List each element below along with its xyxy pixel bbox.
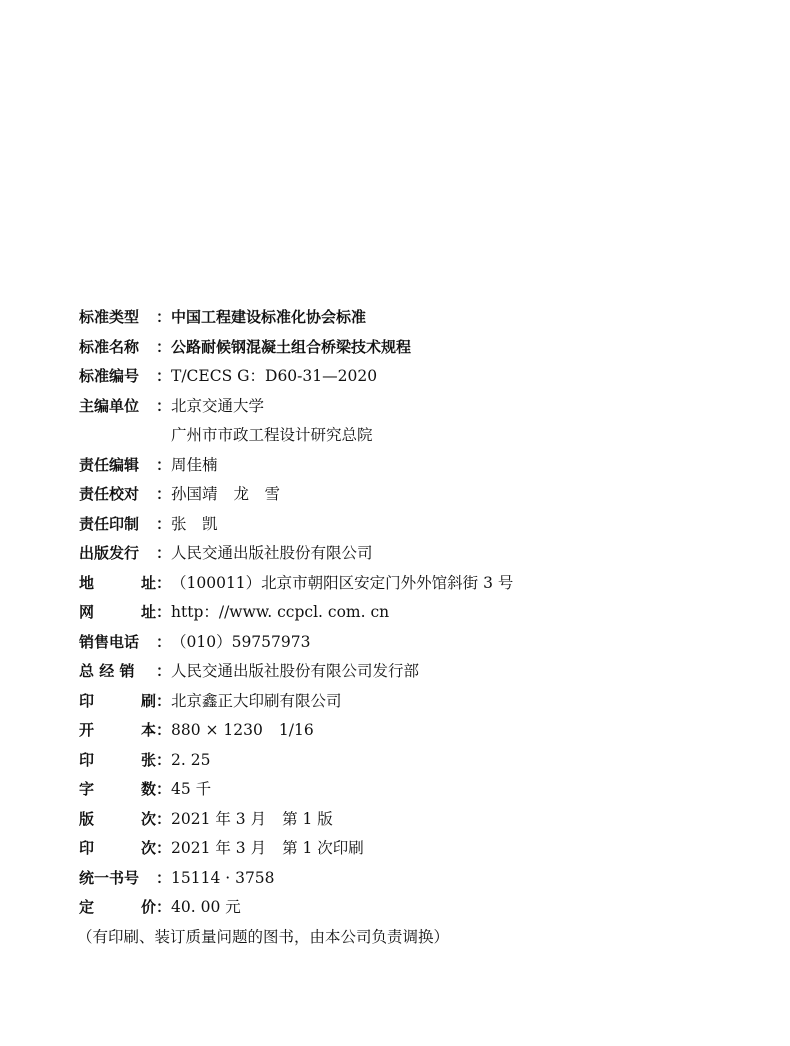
- isbn-label: 统一书号 ：: [79, 868, 171, 887]
- distributor-row: [79, 657, 769, 687]
- website-value: http：//www. ccpcl. com. cn: [171, 603, 390, 621]
- responsible-printing-value: 张 凯: [171, 514, 218, 533]
- website-row: [79, 598, 769, 628]
- responsible-editor-value: 周佳楠: [171, 455, 218, 474]
- isbn-value: 15114 · 3758: [171, 868, 275, 887]
- publisher-label: 出版发行 ：: [79, 544, 171, 562]
- responsible-proofreader-value-a: 孙国靖: [171, 485, 218, 503]
- word-count-row: [79, 775, 769, 805]
- impression-value-b: 第 1 次印刷: [282, 839, 364, 857]
- format-label: 开 本：: [79, 721, 171, 739]
- format-value-a: 880 × 1230: [171, 721, 263, 739]
- impression-row: [79, 834, 769, 864]
- editor-unit-label: 主编单位 ：: [79, 396, 171, 415]
- word-count-value: 45 千: [171, 780, 212, 798]
- responsible-printing-label: 责任印制 ：: [79, 514, 171, 533]
- format-value-b: 1/16: [278, 721, 314, 739]
- standard-type-value: 中国工程建设标准化协会标准: [171, 308, 367, 326]
- editor-unit-row-2: [79, 421, 769, 451]
- sheets-row: [79, 746, 769, 776]
- standard-type-row: [79, 303, 769, 333]
- sheets-label: 印 张：: [79, 750, 171, 769]
- printer-row: [79, 687, 769, 717]
- distributor-label: 总 经 销 ：: [79, 662, 171, 680]
- standard-name-row: [79, 333, 769, 363]
- word-count-label: 字 数：: [79, 780, 171, 798]
- website-label: 网 址：: [79, 603, 171, 621]
- responsible-proofreader-label: 责任校对 ：: [79, 485, 171, 503]
- price-row: [79, 893, 769, 923]
- printer-label: 印 刷：: [79, 691, 171, 710]
- edition-label: 版 次：: [79, 809, 171, 828]
- quality-footnote: （有印刷、装订质量问题的图书，由本公司负责调换）: [77, 927, 450, 946]
- sales-phone-value: （010）59757973: [171, 632, 311, 651]
- distributor-value: 人民交通出版社股份有限公司发行部: [171, 662, 420, 680]
- address-row: [79, 569, 769, 599]
- editor-unit-row: [79, 392, 769, 422]
- edition-value-a: 2021 年 3 月: [171, 809, 267, 828]
- responsible-printing-row: [79, 510, 769, 540]
- publisher-value: 人民交通出版社股份有限公司: [171, 544, 373, 562]
- price-label: 定 价：: [79, 898, 171, 916]
- sheets-value: 2. 25: [171, 750, 211, 769]
- price-value: 40. 00 元: [171, 898, 241, 916]
- standard-number-value: T/CECS G：D60-31—2020: [171, 367, 378, 385]
- colophon: [79, 303, 769, 952]
- impression-value-a: 2021 年 3 月: [171, 839, 267, 857]
- responsible-editor-label: 责任编辑 ：: [79, 455, 171, 474]
- publisher-row: [79, 539, 769, 569]
- editor-unit-value: 北京交通大学: [171, 396, 265, 415]
- standard-name-value: 公路耐候钢混凝土组合桥梁技术规程: [171, 337, 412, 356]
- standard-name-label: 标准名称 ：: [79, 337, 171, 356]
- sales-phone-row: [79, 628, 769, 658]
- standard-number-row: [79, 362, 769, 392]
- edition-value-b: 第 1 版: [282, 809, 333, 828]
- standard-number-label: 标准编号 ：: [79, 367, 171, 385]
- isbn-row: [79, 864, 769, 894]
- format-row: [79, 716, 769, 746]
- responsible-editor-row: [79, 451, 769, 481]
- address-value: （100011）北京市朝阳区安定门外外馆斜街 3 号: [171, 573, 514, 592]
- edition-row: [79, 805, 769, 835]
- address-label: 地 址：: [79, 573, 171, 592]
- responsible-proofreader-value-b: 龙 雪: [233, 485, 281, 503]
- editor-unit-value-2: 广州市市政工程设计研究总院: [171, 426, 373, 444]
- sales-phone-label: 销售电话 ：: [79, 632, 171, 651]
- responsible-proofreader-row: [79, 480, 769, 510]
- impression-label: 印 次：: [79, 839, 171, 857]
- printer-value: 北京鑫正大印刷有限公司: [171, 691, 342, 710]
- standard-type-label: 标准类型 ：: [79, 308, 171, 326]
